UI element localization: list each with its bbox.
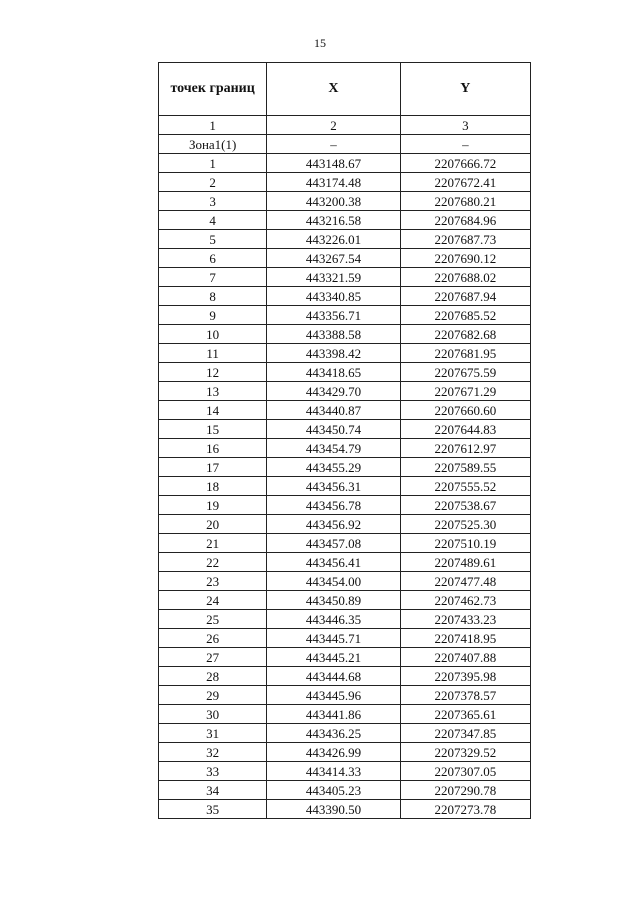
table-row (159, 477, 531, 496)
point-number-cell: 35 (159, 800, 267, 819)
table-row (159, 515, 531, 534)
y-coordinate-cell: 2207612.97 (400, 439, 530, 458)
y-coordinate-cell: 2207462.73 (400, 591, 530, 610)
y-coordinate-cell: 2207378.57 (400, 686, 530, 705)
x-coordinate-cell: 443446.35 (267, 610, 400, 629)
x-coordinate-cell: 443267.54 (267, 249, 400, 268)
y-coordinate-cell: 2207555.52 (400, 477, 530, 496)
x-coordinate-cell: 443429.70 (267, 382, 400, 401)
point-number-cell: 21 (159, 534, 267, 553)
x-coordinate-cell: 443405.23 (267, 781, 400, 800)
y-coordinate-cell: 2207685.52 (400, 306, 530, 325)
table-row (159, 629, 531, 648)
x-coordinate-cell: 443398.42 (267, 344, 400, 363)
table-row (159, 420, 531, 439)
y-coordinate-cell: 2207489.61 (400, 553, 530, 572)
point-number-cell: 15 (159, 420, 267, 439)
point-number-cell: 13 (159, 382, 267, 401)
table-row (159, 268, 531, 287)
y-coordinate-cell: 2207672.41 (400, 173, 530, 192)
point-number-cell: 6 (159, 249, 267, 268)
y-coordinate-cell: 2207418.95 (400, 629, 530, 648)
table-row (159, 610, 531, 629)
x-coordinate-cell: 443455.29 (267, 458, 400, 477)
point-number-cell: 17 (159, 458, 267, 477)
column-index-row (159, 116, 531, 135)
table-row (159, 648, 531, 667)
header-row (159, 63, 531, 116)
y-coordinate-cell: 2207525.30 (400, 515, 530, 534)
column-index-3: 3 (400, 116, 530, 135)
y-coordinate-cell: 2207687.73 (400, 230, 530, 249)
header-x: X (267, 63, 400, 116)
y-coordinate-cell: 2207690.12 (400, 249, 530, 268)
point-number-cell: 30 (159, 705, 267, 724)
y-coordinate-cell: 2207688.02 (400, 268, 530, 287)
y-coordinate-cell: 2207675.59 (400, 363, 530, 382)
y-coordinate-cell: 2207660.60 (400, 401, 530, 420)
zone-row (159, 135, 531, 154)
zone-x: – (267, 135, 400, 154)
y-coordinate-cell: 2207684.96 (400, 211, 530, 230)
point-number-cell: 9 (159, 306, 267, 325)
table-row (159, 553, 531, 572)
table-row (159, 439, 531, 458)
table-row (159, 211, 531, 230)
table-row (159, 363, 531, 382)
table-row (159, 344, 531, 363)
point-number-cell: 12 (159, 363, 267, 382)
x-coordinate-cell: 443200.38 (267, 192, 400, 211)
x-coordinate-cell: 443444.68 (267, 667, 400, 686)
x-coordinate-cell: 443440.87 (267, 401, 400, 420)
point-number-cell: 25 (159, 610, 267, 629)
x-coordinate-cell: 443454.79 (267, 439, 400, 458)
table-row (159, 173, 531, 192)
table-row (159, 724, 531, 743)
table-row (159, 192, 531, 211)
table-row (159, 496, 531, 515)
y-coordinate-cell: 2207681.95 (400, 344, 530, 363)
table-row (159, 306, 531, 325)
point-number-cell: 24 (159, 591, 267, 610)
point-number-cell: 7 (159, 268, 267, 287)
point-number-cell: 28 (159, 667, 267, 686)
x-coordinate-cell: 443356.71 (267, 306, 400, 325)
header-y: Y (400, 63, 530, 116)
x-coordinate-cell: 443148.67 (267, 154, 400, 173)
column-index-1: 1 (159, 116, 267, 135)
point-number-cell: 32 (159, 743, 267, 762)
point-number-cell: 5 (159, 230, 267, 249)
point-number-cell: 4 (159, 211, 267, 230)
table-row (159, 686, 531, 705)
x-coordinate-cell: 443456.31 (267, 477, 400, 496)
x-coordinate-cell: 443340.85 (267, 287, 400, 306)
point-number-cell: 19 (159, 496, 267, 515)
table-row (159, 534, 531, 553)
x-coordinate-cell: 443456.92 (267, 515, 400, 534)
y-coordinate-cell: 2207510.19 (400, 534, 530, 553)
y-coordinate-cell: 2207290.78 (400, 781, 530, 800)
point-number-cell: 20 (159, 515, 267, 534)
table-row (159, 572, 531, 591)
x-coordinate-cell: 443441.86 (267, 705, 400, 724)
point-number-cell: 1 (159, 154, 267, 173)
table-row (159, 591, 531, 610)
table-header (159, 63, 531, 116)
x-coordinate-cell: 443388.58 (267, 325, 400, 344)
x-coordinate-cell: 443456.78 (267, 496, 400, 515)
y-coordinate-cell: 2207307.05 (400, 762, 530, 781)
y-coordinate-cell: 2207433.23 (400, 610, 530, 629)
point-number-cell: 31 (159, 724, 267, 743)
y-coordinate-cell: 2207365.61 (400, 705, 530, 724)
table-row (159, 325, 531, 344)
y-coordinate-cell: 2207347.85 (400, 724, 530, 743)
x-coordinate-cell: 443321.59 (267, 268, 400, 287)
x-coordinate-cell: 443450.89 (267, 591, 400, 610)
point-number-cell: 11 (159, 344, 267, 363)
column-index-2: 2 (267, 116, 400, 135)
table-row (159, 743, 531, 762)
boundary-points-table (158, 62, 531, 819)
table-row (159, 781, 531, 800)
table-row (159, 762, 531, 781)
table-row (159, 705, 531, 724)
y-coordinate-cell: 2207671.29 (400, 382, 530, 401)
y-coordinate-cell: 2207666.72 (400, 154, 530, 173)
table-row (159, 458, 531, 477)
point-number-cell: 26 (159, 629, 267, 648)
point-number-cell: 33 (159, 762, 267, 781)
table-row (159, 287, 531, 306)
point-number-cell: 18 (159, 477, 267, 496)
zone-label: Зона1(1) (159, 135, 267, 154)
point-number-cell: 23 (159, 572, 267, 591)
x-coordinate-cell: 443450.74 (267, 420, 400, 439)
table-row (159, 382, 531, 401)
x-coordinate-cell: 443226.01 (267, 230, 400, 249)
y-coordinate-cell: 2207589.55 (400, 458, 530, 477)
point-number-cell: 29 (159, 686, 267, 705)
table-row (159, 249, 531, 268)
y-coordinate-cell: 2207329.52 (400, 743, 530, 762)
x-coordinate-cell: 443426.99 (267, 743, 400, 762)
header-point: точек границ (159, 63, 267, 116)
point-number-cell: 34 (159, 781, 267, 800)
point-number-cell: 8 (159, 287, 267, 306)
table-row (159, 667, 531, 686)
y-coordinate-cell: 2207687.94 (400, 287, 530, 306)
y-coordinate-cell: 2207680.21 (400, 192, 530, 211)
table-body (159, 116, 531, 819)
point-number-cell: 22 (159, 553, 267, 572)
x-coordinate-cell: 443216.58 (267, 211, 400, 230)
x-coordinate-cell: 443457.08 (267, 534, 400, 553)
y-coordinate-cell: 2207273.78 (400, 800, 530, 819)
zone-y: – (400, 135, 530, 154)
table-row (159, 230, 531, 249)
y-coordinate-cell: 2207395.98 (400, 667, 530, 686)
point-number-cell: 27 (159, 648, 267, 667)
table-row (159, 154, 531, 173)
table-row (159, 401, 531, 420)
x-coordinate-cell: 443174.48 (267, 173, 400, 192)
point-number-cell: 2 (159, 173, 267, 192)
y-coordinate-cell: 2207538.67 (400, 496, 530, 515)
page-number: 15 (314, 36, 326, 50)
x-coordinate-cell: 443445.96 (267, 686, 400, 705)
y-coordinate-cell: 2207407.88 (400, 648, 530, 667)
point-number-cell: 16 (159, 439, 267, 458)
x-coordinate-cell: 443390.50 (267, 800, 400, 819)
y-coordinate-cell: 2207682.68 (400, 325, 530, 344)
x-coordinate-cell: 443414.33 (267, 762, 400, 781)
x-coordinate-cell: 443418.65 (267, 363, 400, 382)
y-coordinate-cell: 2207644.83 (400, 420, 530, 439)
point-number-cell: 14 (159, 401, 267, 420)
x-coordinate-cell: 443445.21 (267, 648, 400, 667)
x-coordinate-cell: 443456.41 (267, 553, 400, 572)
x-coordinate-cell: 443445.71 (267, 629, 400, 648)
point-number-cell: 3 (159, 192, 267, 211)
x-coordinate-cell: 443454.00 (267, 572, 400, 591)
y-coordinate-cell: 2207477.48 (400, 572, 530, 591)
table-row (159, 800, 531, 819)
x-coordinate-cell: 443436.25 (267, 724, 400, 743)
point-number-cell: 10 (159, 325, 267, 344)
